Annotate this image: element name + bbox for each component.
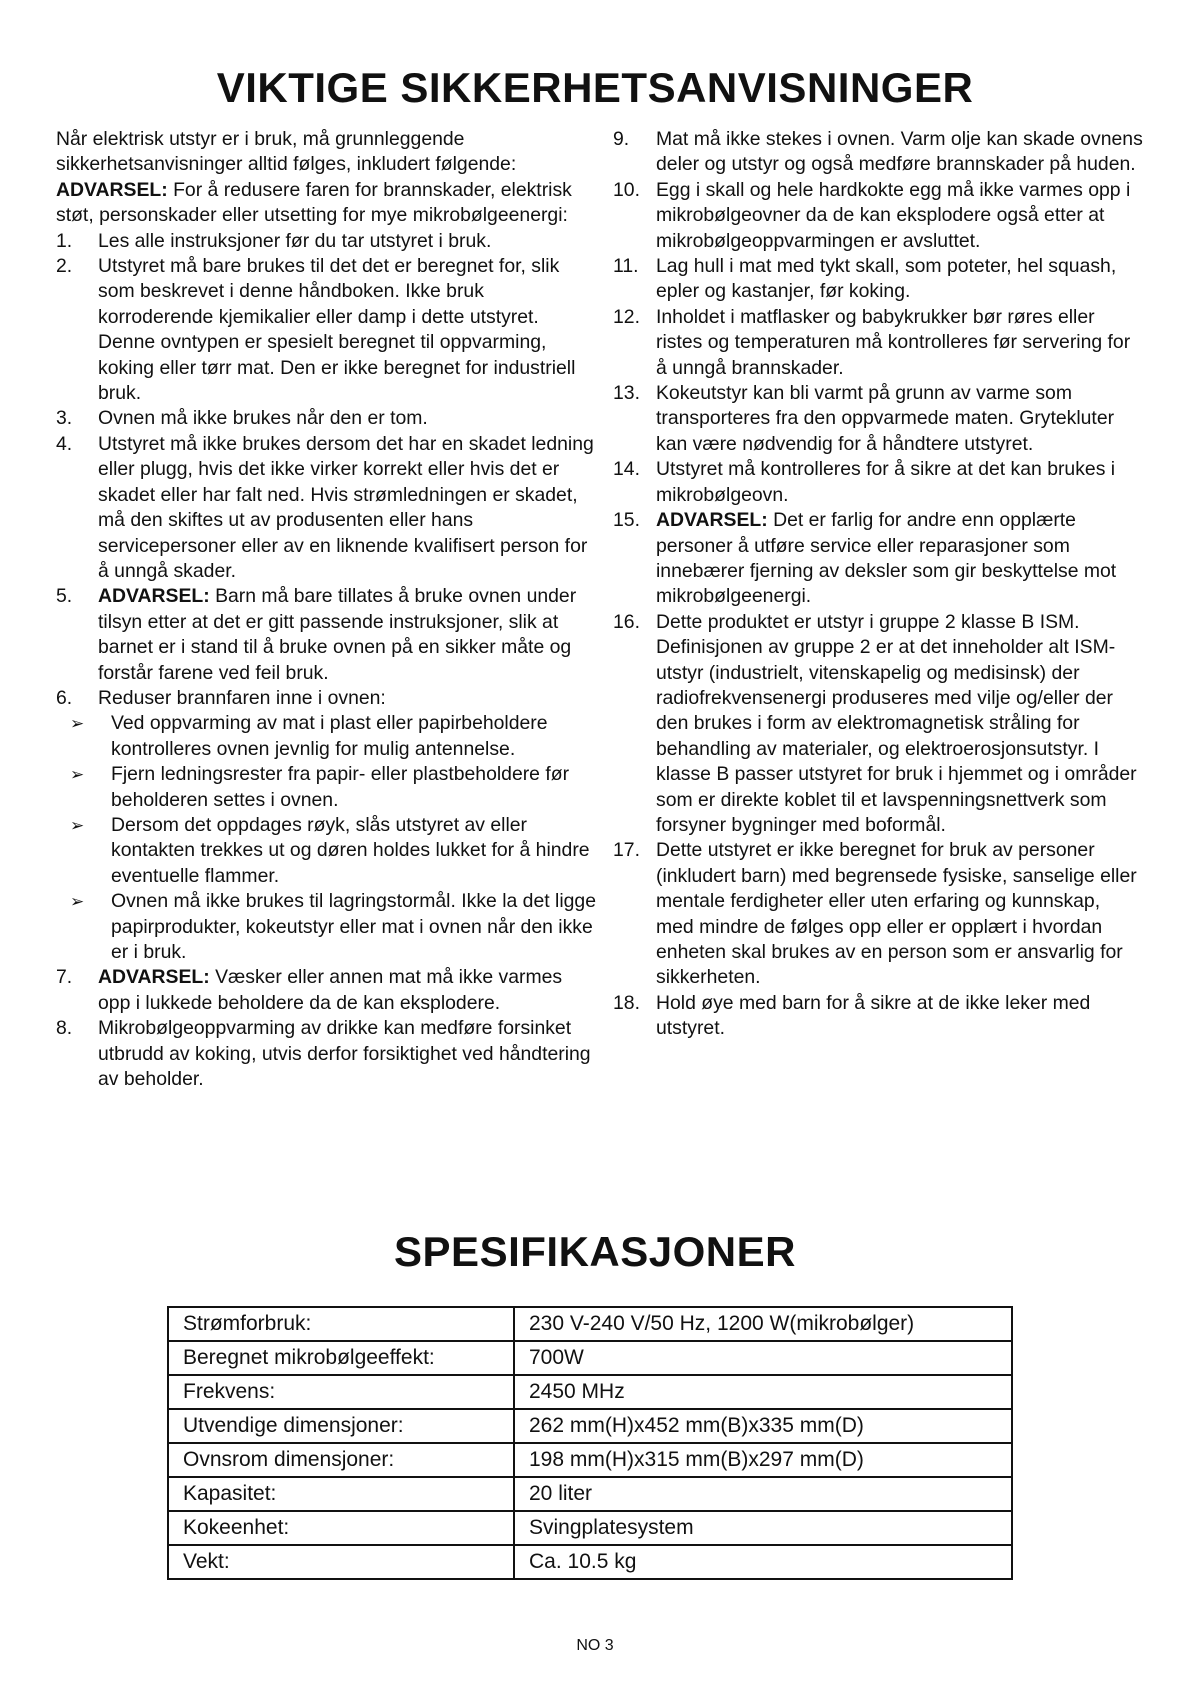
spec-label: Ovnsrom dimensjoner: xyxy=(168,1443,514,1477)
item-number: 12. xyxy=(613,305,640,328)
spec-label: Beregnet mikrobølgeeffekt: xyxy=(168,1341,514,1375)
list-item xyxy=(613,610,1143,839)
table-row xyxy=(168,1409,1012,1443)
item-text: Hold øye med barn for å sikre at de ikke leker med utstyret. xyxy=(656,991,1091,1040)
item-number: 18. xyxy=(613,991,640,1014)
item-text: Utstyret må bare brukes til det det er beregnet for, slik som beskrevet i denne håndboken. Ikke bruk korroderende kjemikalier eller damp i dette utstyret. Denne ovntypen er spesielt beregnet til oppvarming, koking eller tørr mat. Den er ikke beregnet for industriell bruk. xyxy=(98,255,576,405)
item-number: 11. xyxy=(613,255,639,278)
spec-value: 700W xyxy=(514,1341,1012,1375)
list-item xyxy=(613,381,1143,457)
item-number: 3. xyxy=(56,407,73,430)
safety-list-part1 xyxy=(56,229,596,712)
sub-item-text: Dersom det oppdages røyk, slås utstyret av eller kontakten trekkes ut og døren holdes lukket for å hindre eventuelle flammer. xyxy=(111,813,590,887)
specifications-table xyxy=(167,1306,1013,1580)
item-text: Dette produktet er utstyr i gruppe 2 klasse B ISM. Definisjonen av gruppe 2 er at det inneholder alt ISM-utstyr (industrielt, vitenskapelig og medisinsk) der radiofrekvensenergi produseres med vilje og/eller der den brukes i form av elektromagnetisk stråling for behandling av materialer, og elektroerosjonsutstyr. I klasse B passer utstyret for bruk i hjemmet og i områder som er direkte koblet til et lavspenningsnettverk som forsyner bygninger med boformål. xyxy=(656,610,1137,836)
item-number: 13. xyxy=(613,382,640,405)
warning-label: ADVARSEL: xyxy=(56,178,168,201)
safety-list-part3 xyxy=(613,127,1143,1042)
spec-label: Kapasitet: xyxy=(168,1477,514,1511)
item-number: 6. xyxy=(56,686,73,709)
list-item xyxy=(613,838,1143,990)
safety-list-part2 xyxy=(56,965,596,1092)
table-row xyxy=(168,1375,1012,1409)
sub-list-item xyxy=(56,889,596,965)
item-warning-label: ADVARSEL: xyxy=(656,509,768,532)
spec-label: Vekt: xyxy=(168,1545,514,1579)
list-item xyxy=(613,305,1143,381)
list-item xyxy=(613,127,1143,178)
sub-list-item xyxy=(56,711,596,762)
item-text: Mat må ikke stekes i ovnen. Varm olje kan skade ovnens deler og utstyr og også medføre brannskader på huden. xyxy=(656,128,1143,176)
item-number: 4. xyxy=(56,432,73,455)
fire-prevention-sublist xyxy=(56,711,596,965)
item-text: Barn må bare tillates å bruke ovnen under tilsyn etter at det er gitt passende instruksjoner, slik at barnet er i stand til å bruke ovnen på en sikker måte og forstår farene ved feil bruk. xyxy=(98,585,577,684)
spec-value: 2450 MHz xyxy=(514,1375,1012,1409)
sub-list-item xyxy=(56,813,596,889)
item-number: 7. xyxy=(56,966,73,989)
list-item xyxy=(613,178,1143,254)
list-item xyxy=(56,686,596,711)
spec-value: 262 mm(H)x452 mm(B)x335 mm(D) xyxy=(514,1409,1012,1443)
table-row xyxy=(168,1477,1012,1511)
spec-value: Ca. 10.5 kg xyxy=(514,1545,1012,1579)
list-item xyxy=(56,432,596,584)
item-text: Mikrobølgeoppvarming av drikke kan medføre forsinket utbrudd av koking, utvis derfor forsiktighet ved håndtering av beholder. xyxy=(98,1017,591,1091)
table-row xyxy=(168,1545,1012,1579)
table-row xyxy=(168,1341,1012,1375)
item-number: 17. xyxy=(613,839,640,862)
arrow-bullet-icon: ➢ xyxy=(70,714,85,734)
list-item xyxy=(613,457,1143,508)
warning-text: For å redusere faren for brannskader, elektrisk støt, personskader eller utsetting for mye mikrobølgeenergi: xyxy=(56,178,572,227)
instructions-right-column xyxy=(613,127,1143,1042)
item-number: 14. xyxy=(613,458,640,481)
instructions-left-column xyxy=(56,127,596,1092)
item-number: 5. xyxy=(56,585,73,608)
list-item xyxy=(613,991,1143,1042)
item-text: Inholdet i matflasker og babykrukker bør røres eller ristes og temperaturen må kontrolleres før servering for å unngå brannskader. xyxy=(656,305,1131,379)
item-text: Dette utstyret er ikke beregnet for bruk av personer (inkludert barn) med begrensede fysiske, sanselige eller mentale ferdigheter eller uten erfaring og kunnskap, med mindre de følges opp eller er opplært i hvordan enheten skal brukes av en person som er ansvarlig for sikkerheten. xyxy=(656,839,1137,989)
list-item xyxy=(56,1016,596,1092)
spec-label: Frekvens: xyxy=(168,1375,514,1409)
item-text: Les alle instruksjoner før du tar utstyret i bruk. xyxy=(98,229,492,252)
item-text: Kokeutstyr kan bli varmt på grunn av varme som transporteres fra den oppvarmede maten. Grytekluter kan være nødvendig for å håndtere utstyret. xyxy=(656,382,1115,455)
specifications-title: SPESIFIKASJONER xyxy=(394,1228,796,1275)
item-number: 9. xyxy=(613,128,630,150)
list-item xyxy=(56,229,596,254)
table-row xyxy=(168,1307,1012,1341)
list-item xyxy=(56,254,596,406)
spec-label: Kokeenhet: xyxy=(168,1511,514,1545)
list-item xyxy=(56,406,596,431)
list-item xyxy=(613,254,1143,305)
item-text: Reduser brannfaren inne i ovnen: xyxy=(98,686,386,709)
item-text: Ovnen må ikke brukes når den er tom. xyxy=(98,407,428,430)
item-text: Egg i skall og hele hardkokte egg må ikke varmes opp i mikrobølgeovner da de kan eksplodere også etter at mikrobølgeoppvarmingen er avsluttet. xyxy=(656,178,1131,252)
item-text: Det er farlig for andre enn opplærte personer å utføre service eller reparasjoner som innebærer fjerning av deksler som gir beskyttelse mot mikrobølgeenergi. xyxy=(656,509,1117,608)
list-item xyxy=(613,508,1143,610)
item-number: 10. xyxy=(613,178,640,201)
spec-value: 230 V-240 V/50 Hz, 1200 W(mikrobølger) xyxy=(514,1307,1012,1341)
item-number: 15. xyxy=(613,509,640,532)
intro-paragraph: Når elektrisk utstyr er i bruk, må grunnleggende sikkerhetsanvisninger alltid følges, inkludert følgende: xyxy=(56,128,517,176)
arrow-bullet-icon: ➢ xyxy=(70,765,85,785)
spec-value: 20 liter xyxy=(514,1477,1012,1511)
sub-list-item xyxy=(56,762,596,813)
spec-value: Svingplatesystem xyxy=(514,1511,1012,1545)
item-text: Utstyret må kontrolleres for å sikre at det kan brukes i mikrobølgeovn. xyxy=(656,458,1116,506)
item-text: Utstyret må ikke brukes dersom det har en skadet ledning eller plugg, hvis det ikke virker korrekt eller hvis det er skadet eller har falt ned. Hvis strømledningen er skadet, må den skiftes ut av produsenten eller hans servicepersoner eller av en liknende kvalifisert person for å unngå skader. xyxy=(98,432,594,582)
spec-label: Strømforbruk: xyxy=(168,1307,514,1341)
spec-value: 198 mm(H)x315 mm(B)x297 mm(D) xyxy=(514,1443,1012,1477)
page-number: NO 3 xyxy=(576,1637,614,1654)
item-warning-label: ADVARSEL: xyxy=(98,966,210,989)
item-text: Væsker eller annen mat må ikke varmes opp i lukkede beholdere da de kan eksplodere. xyxy=(98,966,563,1014)
item-number: 1. xyxy=(56,229,73,252)
item-number: 8. xyxy=(56,1017,73,1040)
table-row xyxy=(168,1511,1012,1545)
list-item xyxy=(56,584,596,686)
arrow-bullet-icon: ➢ xyxy=(70,815,85,835)
sub-item-text: Ved oppvarming av mat i plast eller papirbeholdere kontrolleres ovnen jevnlig for mulig antennelse. xyxy=(111,712,548,760)
sub-item-text: Fjern ledningsrester fra papir- eller plastbeholdere før beholderen settes i ovnen. xyxy=(111,763,570,811)
intro-text xyxy=(56,127,596,229)
arrow-bullet-icon: ➢ xyxy=(70,892,85,912)
sub-item-text: Ovnen må ikke brukes til lagringstormål. Ikke la det ligge papirprodukter, kokeutstyr eller mat i ovnen når den ikke er i bruk. xyxy=(111,890,596,963)
item-text: Lag hull i mat med tykt skall, som poteter, hel squash, epler og kastanjer, før koking. xyxy=(656,255,1117,303)
item-warning-label: ADVARSEL: xyxy=(98,585,210,608)
list-item xyxy=(56,965,596,1016)
item-number: 16. xyxy=(613,610,640,633)
spec-label: Utvendige dimensjoner: xyxy=(168,1409,514,1443)
table-row xyxy=(168,1443,1012,1477)
item-number: 2. xyxy=(56,255,73,278)
page-title: VIKTIGE SIKKERHETSANVISNINGER xyxy=(216,64,974,111)
